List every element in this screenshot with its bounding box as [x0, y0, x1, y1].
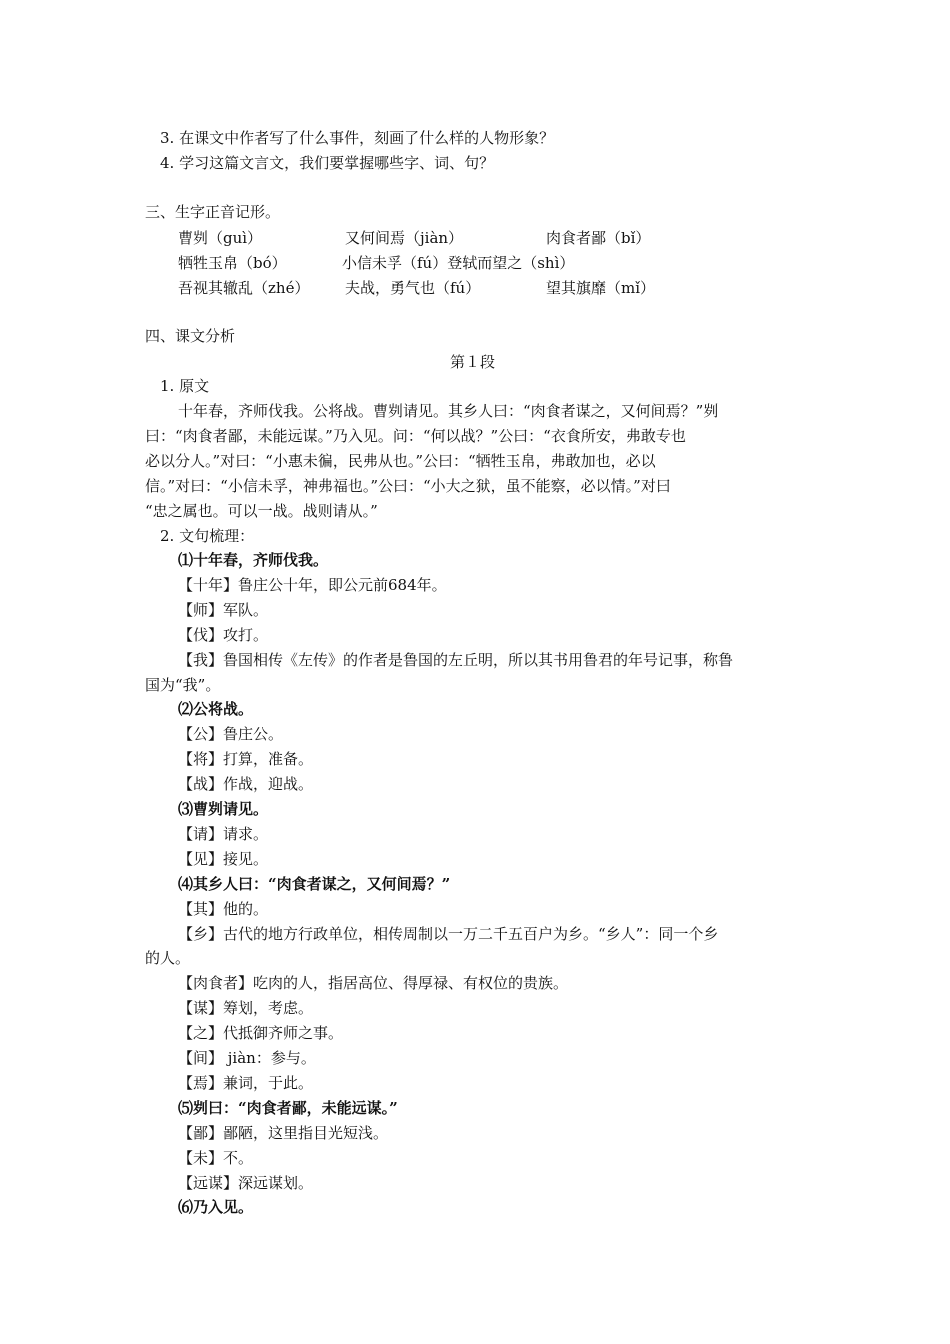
- annotation-line: 【间】 jiàn：参与。: [178, 1049, 316, 1067]
- annotation-line: 【十年】鲁庄公十年，即公元前684年。: [178, 576, 447, 594]
- annotation-line: 【谋】筹划，考虑。: [178, 999, 314, 1017]
- annotation-line: 【伐】攻打。: [178, 626, 269, 644]
- sentence-heading: ⑸刿曰：“肉食者鄙，未能远谋。”: [178, 1099, 398, 1117]
- original-text-line: 必以分人。”对曰：“小惠未徧，民弗从也。”公曰：“牺牲玉帛，弗敢加也，必以: [145, 452, 656, 470]
- annotation-line: 【肉食者】吃肉的人，指居高位、得厚禄、有权位的贵族。: [178, 974, 569, 992]
- sentence-heading: ⑷其乡人曰：“肉食者谋之，又何间焉？”: [178, 875, 451, 893]
- char-entry: 夫战，勇气也（fú）: [345, 279, 481, 297]
- original-text-line: 曰：“肉食者鄙，未能远谋。”乃入见。问：“何以战？”公曰：“衣食所安，弗敢专也: [145, 427, 686, 445]
- annotation-line: 【战】作战，迎战。: [178, 775, 314, 793]
- annotation-line: 【见】接见。: [178, 850, 269, 868]
- paragraph-title: 第１段: [450, 353, 496, 371]
- original-text-line: 信。”对曰：“小信未孚，神弗福也。”公曰：“小大之狱，虽不能察，必以情。”对曰: [145, 477, 671, 495]
- char-entry: 吾视其辙乱（zhé）: [178, 279, 310, 297]
- sentence-analysis-label: 2. 文句梳理：: [160, 527, 255, 545]
- char-entry: 小信未孚（fú）登轼而望之（shì）: [342, 254, 575, 272]
- annotation-line: 【其】他的。: [178, 900, 269, 918]
- sentence-heading: ⑹乃入见。: [178, 1198, 254, 1216]
- original-text-line: “忠之属也。可以一战。战则请从。”: [145, 502, 378, 520]
- annotation-line: 的人。: [145, 949, 191, 967]
- annotation-line: 【我】鲁国相传《左传》的作者是鲁国的左丘明，所以其书用鲁君的年号记事，称鲁: [178, 651, 734, 669]
- annotation-line: 【请】请求。: [178, 825, 269, 843]
- annotation-line: 【之】代抵御齐师之事。: [178, 1024, 344, 1042]
- question-4: 4. 学习这篇文言文，我们要掌握哪些字、词、句？: [160, 154, 495, 172]
- char-entry: 望其旗靡（mǐ）: [546, 279, 656, 297]
- section-3-heading: 三、生字正音记形。: [145, 203, 281, 221]
- char-entry: 肉食者鄙（bǐ）: [546, 229, 651, 247]
- annotation-line: 【师】军队。: [178, 601, 269, 619]
- char-entry: 牺牲玉帛（bó）: [178, 254, 287, 272]
- sentence-heading: ⑶曹刿请见。: [178, 800, 269, 818]
- char-entry: 又何间焉（jiàn）: [345, 229, 464, 247]
- annotation-line: 【焉】兼词，于此。: [178, 1074, 314, 1092]
- section-4-heading: 四、课文分析: [145, 327, 236, 345]
- sentence-heading: ⑵公将战。: [178, 700, 254, 718]
- annotation-line: 国为“我”。: [145, 676, 221, 694]
- annotation-line: 【鄙】鄙陋，这里指目光短浅。: [178, 1124, 389, 1142]
- annotation-line: 【将】打算，准备。: [178, 750, 314, 768]
- annotation-line: 【乡】古代的地方行政单位，相传周制以一万二千五百户为乡。“乡人”：同一个乡: [178, 925, 719, 943]
- original-text-line: 十年春，齐师伐我。公将战。曹刿请见。其乡人曰：“肉食者谋之，又何间焉？”刿: [178, 402, 719, 420]
- char-entry: 曹刿（guì）: [178, 229, 263, 247]
- sentence-heading: ⑴十年春，齐师伐我。: [178, 551, 329, 569]
- annotation-line: 【远谋】深远谋划。: [178, 1174, 314, 1192]
- annotation-line: 【公】鲁庄公。: [178, 725, 284, 743]
- question-3: 3. 在课文中作者写了什么事件，刻画了什么样的人物形象？: [160, 129, 555, 147]
- annotation-line: 【未】不。: [178, 1149, 254, 1167]
- original-text-label: 1. 原文: [160, 377, 210, 395]
